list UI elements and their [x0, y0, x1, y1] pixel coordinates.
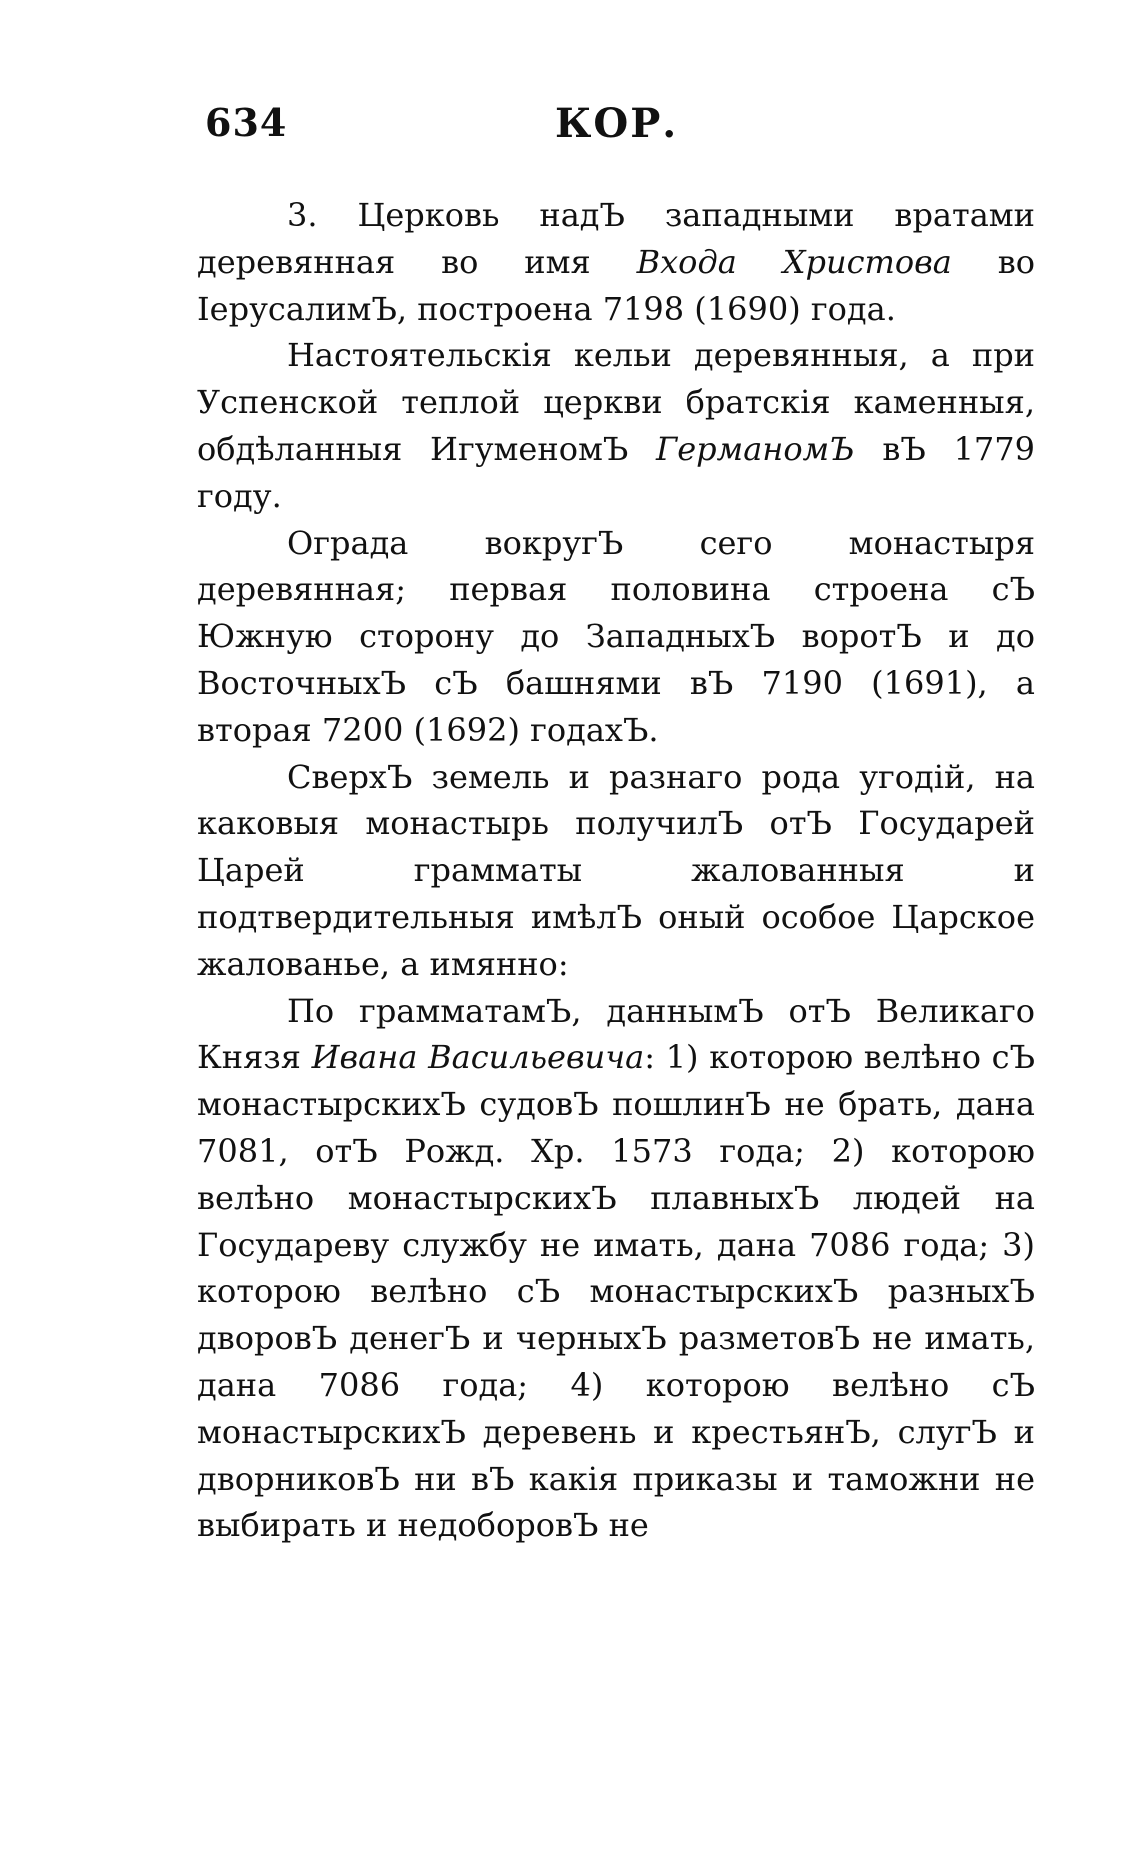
running-head: КОР.	[555, 100, 679, 147]
paragraph-cells	[197, 332, 1035, 519]
church-dedication: Входа Христова	[636, 242, 952, 281]
paragraph-lands: СверхЪ земель и разнаго рода угодiй, на каковыя монастырь получилЪ отЪ Государей Царей грамматы жалованныя и подтвердительныя имѣлЪ оный особое Царское жалованье, а имянно:	[197, 757, 1035, 983]
paragraph-church-text-a: 3. Церковь надЪ западными вратами деревянная во имя	[197, 196, 1035, 281]
paragraph-church	[197, 192, 1035, 332]
paragraph-charters	[197, 988, 1035, 1550]
page-header	[205, 100, 1075, 160]
paragraph-charters-text-c: : 1) которою велѣно сЪ монастырскихЪ судовЪ пошлинЪ не брать, дана 7081, отЪ Рожд. Хр. 1573 года; 2) которою велѣно монастырскихЪ плавныхЪ людей на Государеву службу не имать, дана 7086 года; 3) которою велѣно сЪ монастырскихЪ разныхЪ дворовЪ денегЪ и черныхЪ разметовЪ не имать, дана 7086 года; 4) которою велѣно сЪ монастырскихЪ деревень и крестьянЪ, слугЪ и дворниковЪ ни вЪ какiя приказы и таможни не выбирать и недоборовЪ не	[197, 1038, 1036, 1545]
grand-prince-name: Ивана Васильевича	[311, 1038, 645, 1077]
paragraph-fence: Ограда вокругЪ сего монастыря деревянная; первая половина строена сЪ Южную сторону до ЗападныхЪ воротЪ и до ВосточныхЪ сЪ башнями вЪ 7190 (1691), а вторая 7200 (1692) годахЪ.	[197, 523, 1035, 749]
paragraph-charters-text-a: По грамматамЪ, даннымЪ отЪ Великаго Князя	[197, 991, 1035, 1077]
paragraph-cells-text-c: вЪ 1779 году.	[197, 429, 1035, 515]
page-number: 634	[205, 100, 288, 145]
paragraph-cells-text-a: Настоятельскiя кельи деревянныя, а при Успенской теплой церкви братскiя каменныя, обдѣланныя ИгуменомЪ	[197, 336, 1035, 468]
paragraph-church-text-c: во IерусалимЪ, построена 7198 (1690) года.	[197, 242, 1036, 328]
hegumen-name: ГерманомЪ	[656, 429, 855, 468]
body-text	[197, 192, 1035, 1549]
